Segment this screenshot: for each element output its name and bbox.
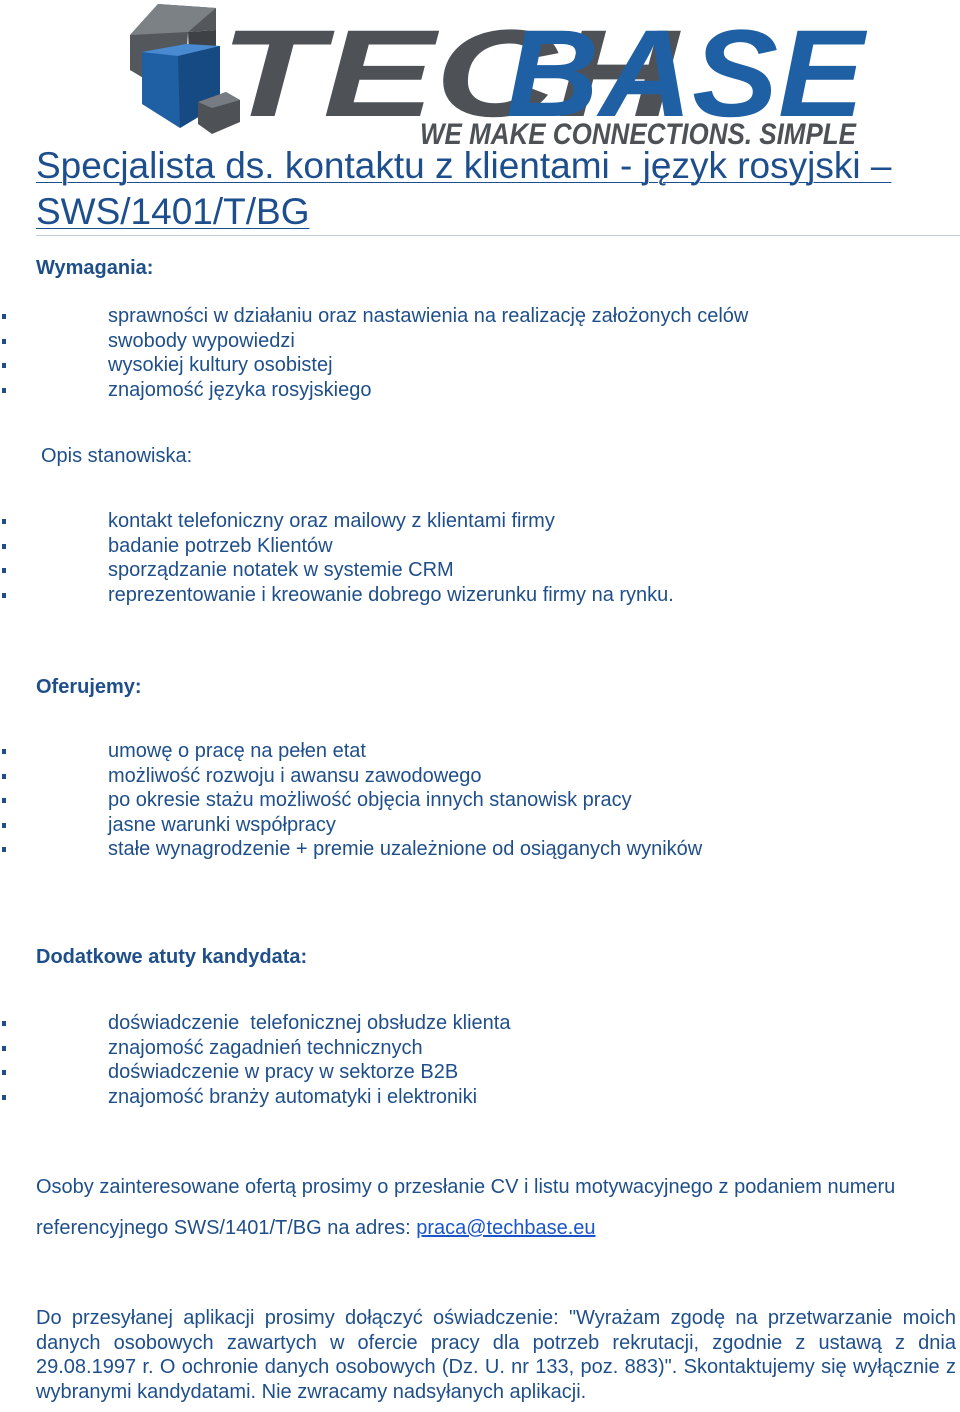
bullet-icon	[2, 339, 6, 344]
contact-line-2	[36, 1217, 596, 1240]
list-item: wysokiej kultury osobistej	[0, 353, 748, 378]
requirements-heading: Wymagania:	[36, 257, 154, 279]
contact-line-1: Osoby zainteresowane ofertą prosimy o przesłanie CV i listu motywacyjnego z podaniem numeru	[36, 1176, 896, 1198]
assets-heading: Dodatkowe atuty kandydata:	[36, 946, 308, 968]
list-item: stałe wynagrodzenie + premie uzależnione od osiąganych wyników	[0, 837, 702, 862]
bullet-icon	[2, 774, 6, 779]
bullet-icon	[2, 798, 6, 803]
requirements-list	[0, 304, 748, 402]
list-item: sprawności w działaniu oraz nastawienia na realizację założonych celów	[0, 304, 748, 329]
bullet-icon	[2, 544, 6, 549]
bullet-icon	[2, 519, 6, 524]
description-list	[0, 509, 674, 607]
list-item: doświadczenie telefonicznej obsłudze klienta	[0, 1011, 510, 1036]
description-heading: Opis stanowiska:	[41, 445, 193, 467]
list-item: swobody wypowiedzi	[0, 329, 748, 354]
job-title: Specjalista ds. kontaktu z klientami - język rosyjski – SWS/1401/T/BG	[36, 145, 892, 232]
list-item: sporządzanie notatek w systemie CRM	[0, 558, 674, 583]
bullet-icon	[2, 823, 6, 828]
bullet-icon	[2, 847, 6, 852]
list-item: jasne warunki współpracy	[0, 813, 702, 838]
consent-note: Do przesyłanej aplikacji prosimy dołączyć oświadczenie: "Wyrażam zgodę na przetwarzanie moich danych osobowych zawartych w ofercie pracy dla potrzeb rekrutacji, zgodnie z ustawą z dnia 29.08.1997 r. O ochronie danych osobowych (Dz. U. nr 133, poz. 883)". Skontaktujemy się wyłącznie z wybranymi kandydatami. Nie zwracamy nadsyłanych aplikacji.	[36, 1307, 956, 1403]
bullet-icon	[2, 314, 6, 319]
offer-list	[0, 739, 702, 862]
list-item: reprezentowanie i kreowanie dobrego wizerunku firmy na rynku.	[0, 583, 674, 608]
list-item: badanie potrzeb Klientów	[0, 534, 674, 559]
offer-heading: Oferujemy:	[36, 676, 142, 698]
list-item: znajomość branży automatyki i elektroniki	[0, 1085, 510, 1110]
bullet-icon	[2, 1070, 6, 1075]
contact-prefix: referencyjnego SWS/1401/T/BG na adres:	[36, 1217, 417, 1239]
bullet-icon	[2, 568, 6, 573]
bullet-icon	[2, 1046, 6, 1051]
list-item: po okresie stażu możliwość objęcia innych stanowisk pracy	[0, 788, 702, 813]
svg-text:WE MAKE CONNECTIONS. SIMPLE: WE MAKE CONNECTIONS. SIMPLE	[420, 118, 857, 150]
bullet-icon	[2, 388, 6, 393]
list-item: znajomość języka rosyjskiego	[0, 378, 748, 403]
list-item: umowę o pracę na pełen etat	[0, 739, 702, 764]
list-item: doświadczenie w pracy w sektorze B2B	[0, 1060, 510, 1085]
bullet-icon	[2, 593, 6, 598]
email-link[interactable]: praca@techbase.eu	[416, 1217, 596, 1239]
bullet-icon	[2, 1021, 6, 1026]
svg-text:TECH: TECH	[220, 5, 682, 143]
bullet-icon	[2, 749, 6, 754]
list-item: kontakt telefoniczny oraz mailowy z klientami firmy	[0, 509, 674, 534]
svg-text:BASE: BASE	[506, 5, 868, 143]
bullet-icon	[2, 1095, 6, 1100]
title-divider	[36, 235, 960, 236]
bullet-icon	[2, 363, 6, 368]
list-item: znajomość zagadnień technicznych	[0, 1036, 510, 1061]
list-item: możliwość rozwoju i awansu zawodowego	[0, 764, 702, 789]
techbase-logo	[108, 0, 868, 150]
assets-list	[0, 1011, 510, 1109]
